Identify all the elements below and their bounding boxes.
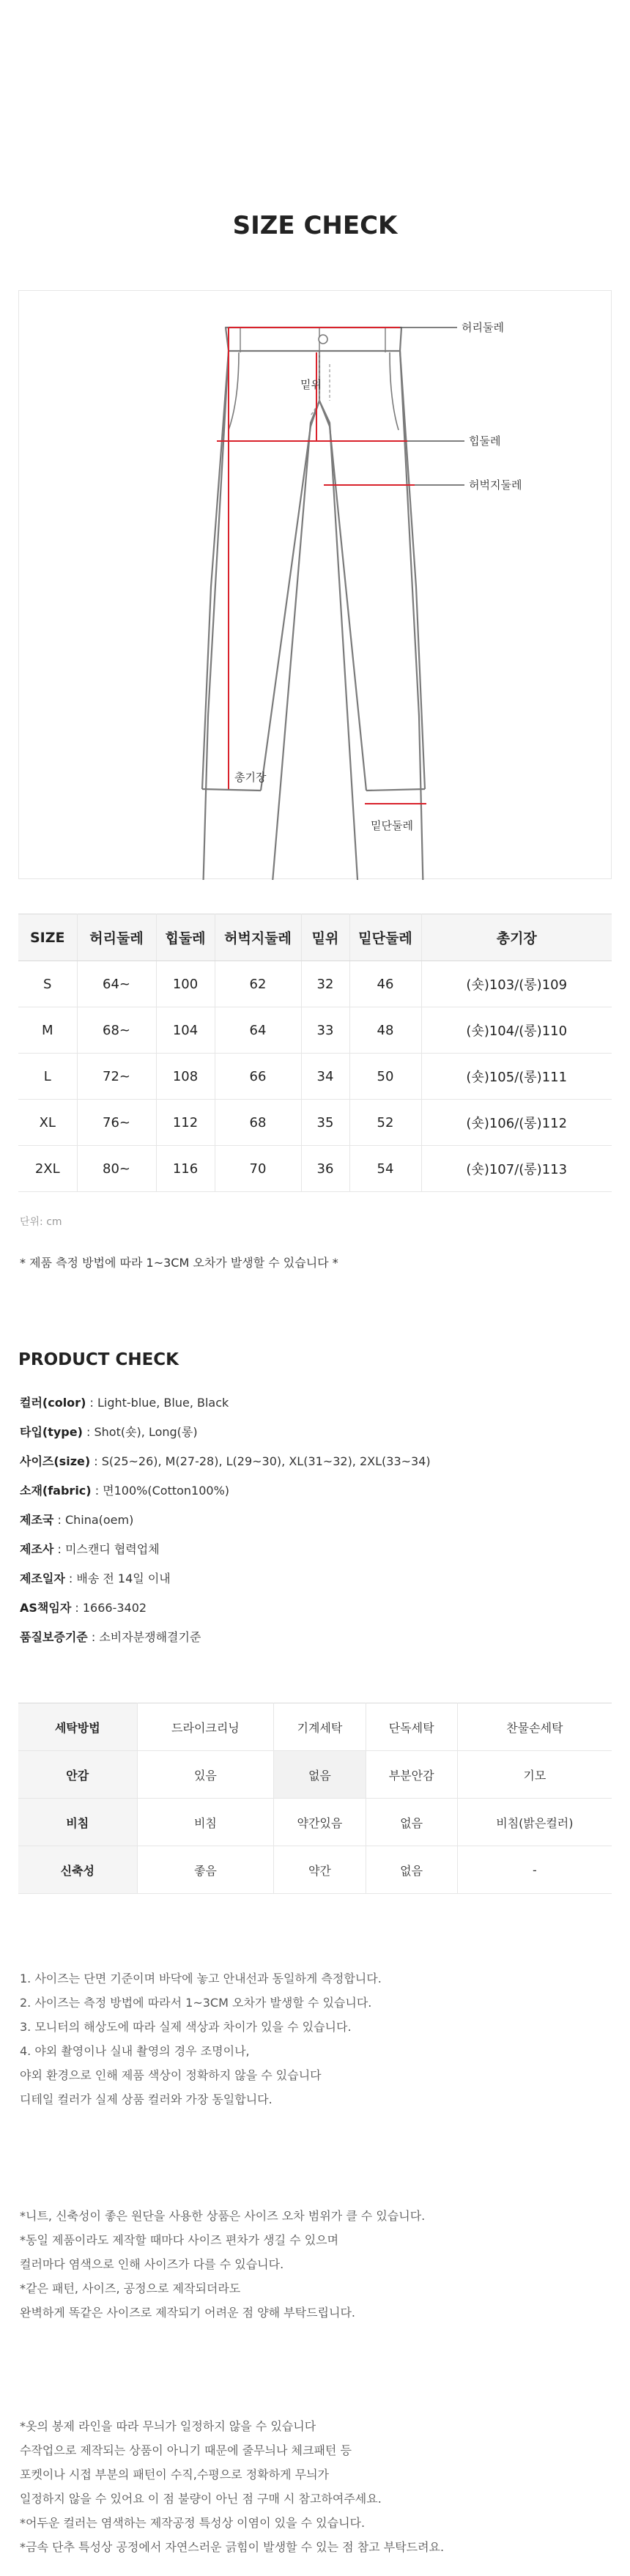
note-line: *동일 제품이라도 제작할 때마다 사이즈 편차가 생길 수 있으며 <box>20 2233 339 2247</box>
spec-key: 컬러(color) <box>20 1396 86 1410</box>
spec-as-contact <box>20 1599 431 1628</box>
spec-country <box>20 1511 431 1540</box>
unit-label: 단위: cm <box>20 1216 62 1228</box>
table-cell: 있음 <box>137 1751 274 1799</box>
spec-manufacturer <box>20 1540 431 1569</box>
care-row-head: 신축성 <box>18 1846 137 1894</box>
spec-value: : 1666-3402 <box>71 1601 147 1615</box>
rise-label: 밑위 <box>300 378 322 391</box>
spec-type <box>20 1423 431 1452</box>
table-cell: (숏)104/(롱)110 <box>421 1007 612 1054</box>
table-row <box>18 1703 612 1751</box>
table-cell: 좋음 <box>137 1846 274 1894</box>
spec-value: : 배송 전 14일 이내 <box>64 1572 171 1585</box>
col-size: SIZE <box>18 914 77 961</box>
spec-key: 제조사 <box>20 1542 54 1556</box>
note-line: 일정하지 않을 수 있어요 이 점 불량이 아닌 점 구매 시 참고하여주세요. <box>20 2492 382 2506</box>
spec-value: : Light-blue, Blue, Black <box>86 1396 229 1410</box>
table-cell: 46 <box>349 961 421 1007</box>
table-cell: 33 <box>301 1007 349 1054</box>
col-waist: 허리둘레 <box>77 914 156 961</box>
spec-key: 타입(type) <box>20 1425 83 1439</box>
note-line: 4. 야외 촬영이나 실내 촬영의 경우 조명이나, <box>20 2044 250 2058</box>
spec-key: 소재(fabric) <box>20 1484 92 1498</box>
table-cell: (숏)107/(롱)113 <box>421 1146 612 1192</box>
note-line: *금속 단추 특성상 공정에서 자연스러운 긁힘이 발생할 수 있는 점 참고 부탁드려요. <box>20 2540 445 2554</box>
table-cell: 단독세탁 <box>366 1703 457 1751</box>
spec-value: : 미스캔디 협력업체 <box>53 1542 160 1556</box>
table-cell: 기모 <box>457 1751 612 1799</box>
table-cell: (숏)105/(롱)111 <box>421 1054 612 1100</box>
spec-color <box>20 1394 431 1423</box>
table-cell: (숏)103/(롱)109 <box>421 961 612 1007</box>
care-row-head: 안감 <box>18 1751 137 1799</box>
table-cell: 104 <box>156 1007 215 1054</box>
note-line: 3. 모니터의 해상도에 따라 실제 색상과 차이가 있을 수 있습니다. <box>20 2020 352 2034</box>
table-cell: 76~ <box>77 1100 156 1146</box>
col-hip: 힙둘레 <box>156 914 215 961</box>
table-cell: S <box>18 961 77 1007</box>
measurement-notice: * 제품 측정 방법에 따라 1~3CM 오차가 발생할 수 있습니다 * <box>20 1256 338 1270</box>
spec-value: : Shot(숏), Long(롱) <box>82 1425 198 1439</box>
spec-value: : S(25~26), M(27-28), L(29~30), XL(31~32), 2XL(33~34) <box>90 1454 431 1468</box>
table-cell: 34 <box>301 1054 349 1100</box>
table-cell: 52 <box>349 1100 421 1146</box>
spec-value: : 면100%(Cotton100%) <box>91 1484 230 1498</box>
spec-size <box>20 1452 431 1481</box>
note-line: 컬러마다 염색으로 인해 사이즈가 다를 수 있습니다. <box>20 2257 284 2271</box>
care-row-head: 세탁방법 <box>18 1703 137 1751</box>
size-table-header-row <box>18 914 612 961</box>
table-row <box>18 1146 612 1192</box>
table-cell: 약간 <box>274 1846 366 1894</box>
table-cell: 64 <box>215 1007 301 1054</box>
spec-key: 제조일자 <box>20 1572 65 1585</box>
size-table <box>18 914 612 1192</box>
table-cell: 없음 <box>366 1799 457 1846</box>
table-cell: 64~ <box>77 961 156 1007</box>
table-row <box>18 1799 612 1846</box>
spec-value: : China(oem) <box>53 1513 134 1527</box>
spec-key: 제조국 <box>20 1513 54 1527</box>
col-length: 총기장 <box>421 914 612 961</box>
table-cell: 62 <box>215 961 301 1007</box>
table-cell: 68~ <box>77 1007 156 1054</box>
note-line: *니트, 신축성이 좋은 원단을 사용한 상품은 사이즈 오차 범위가 클 수 있습니다. <box>20 2209 426 2223</box>
table-cell: 비침(밝은컬러) <box>457 1799 612 1846</box>
care-row-head: 비침 <box>18 1799 137 1846</box>
col-rise: 밑위 <box>301 914 349 961</box>
table-cell: M <box>18 1007 77 1054</box>
col-thigh: 허벅지둘레 <box>215 914 301 961</box>
spec-key: 품질보증기준 <box>20 1630 88 1644</box>
thigh-label: 허벅지둘레 <box>469 478 522 492</box>
table-cell: 112 <box>156 1100 215 1146</box>
spec-list <box>20 1394 431 1657</box>
notes-block-size <box>20 2204 425 2325</box>
notes-block-measurement <box>20 1966 382 2111</box>
spec-fabric <box>20 1481 431 1511</box>
table-cell: 비침 <box>137 1799 274 1846</box>
pants-illustration <box>19 291 612 880</box>
table-row <box>18 1100 612 1146</box>
note-line: 야외 환경으로 인해 제품 색상이 정확하지 않을 수 있습니다 <box>20 2068 322 2082</box>
note-line: *어두운 컬러는 염색하는 제작공정 특성상 이염이 있을 수 있습니다. <box>20 2516 366 2530</box>
waist-label: 허리둘레 <box>462 321 504 334</box>
table-cell: 드라이크리닝 <box>137 1703 274 1751</box>
spec-manufacture-date <box>20 1569 431 1599</box>
table-row <box>18 1054 612 1100</box>
col-hem: 밑단둘레 <box>349 914 421 961</box>
table-cell: 80~ <box>77 1146 156 1192</box>
table-cell: 약간있음 <box>274 1799 366 1846</box>
care-table <box>18 1703 612 1894</box>
table-cell: 116 <box>156 1146 215 1192</box>
notes-block-pattern <box>20 2414 444 2559</box>
note-line: *옷의 봉제 라인을 따라 무늬가 일정하지 않을 수 있습니다 <box>20 2419 316 2433</box>
spec-key: 사이즈(size) <box>20 1454 91 1468</box>
note-line: 수작업으로 제작되는 상품이 아니기 때문에 줄무늬나 체크패턴 등 <box>20 2443 352 2457</box>
page-title: SIZE CHECK <box>232 211 398 240</box>
size-diagram <box>18 290 612 879</box>
table-cell: 2XL <box>18 1146 77 1192</box>
table-cell: (숏)106/(롱)112 <box>421 1100 612 1146</box>
table-cell: L <box>18 1054 77 1100</box>
table-cell: 35 <box>301 1100 349 1146</box>
table-row <box>18 1751 612 1799</box>
table-cell: - <box>457 1846 612 1894</box>
spec-key: AS책임자 <box>20 1601 72 1615</box>
table-cell: 108 <box>156 1054 215 1100</box>
table-cell: 36 <box>301 1146 349 1192</box>
table-cell: 없음 <box>366 1846 457 1894</box>
table-row <box>18 1846 612 1894</box>
hem-label: 밑단둘레 <box>371 819 413 832</box>
spec-value: : 소비자분쟁해결기준 <box>87 1630 201 1644</box>
table-cell: 54 <box>349 1146 421 1192</box>
table-cell: 50 <box>349 1054 421 1100</box>
table-cell: 72~ <box>77 1054 156 1100</box>
table-cell: 부분안감 <box>366 1751 457 1799</box>
spec-quality <box>20 1628 431 1657</box>
table-cell: 68 <box>215 1100 301 1146</box>
length-label: 총기장 <box>234 771 267 784</box>
table-row <box>18 1007 612 1054</box>
note-line: 완벽하게 똑같은 사이즈로 제작되기 어려운 점 양해 부탁드립니다. <box>20 2306 356 2320</box>
table-row <box>18 961 612 1007</box>
product-check-title: PRODUCT CHECK <box>18 1350 179 1369</box>
table-cell: 70 <box>215 1146 301 1192</box>
table-cell: XL <box>18 1100 77 1146</box>
table-cell: 48 <box>349 1007 421 1054</box>
hip-label: 힙둘레 <box>469 434 501 448</box>
table-cell-selected: 없음 <box>274 1751 366 1799</box>
table-cell: 32 <box>301 961 349 1007</box>
table-cell: 기계세탁 <box>274 1703 366 1751</box>
note-line: *같은 패턴, 사이즈, 공정으로 제작되더라도 <box>20 2281 241 2295</box>
note-line: 포켓이나 시접 부분의 패턴이 수직,수평으로 정확하게 무늬가 <box>20 2468 330 2481</box>
note-line: 디테일 컬러가 실제 상품 컬러와 가장 동일합니다. <box>20 2092 273 2106</box>
note-line: 1. 사이즈는 단면 기준이며 바닥에 놓고 안내선과 동일하게 측정합니다. <box>20 1972 382 1985</box>
table-cell: 찬물손세탁 <box>457 1703 612 1751</box>
note-line: 2. 사이즈는 측정 방법에 따라서 1~3CM 오차가 발생할 수 있습니다. <box>20 1996 372 2010</box>
table-cell: 100 <box>156 961 215 1007</box>
table-cell: 66 <box>215 1054 301 1100</box>
